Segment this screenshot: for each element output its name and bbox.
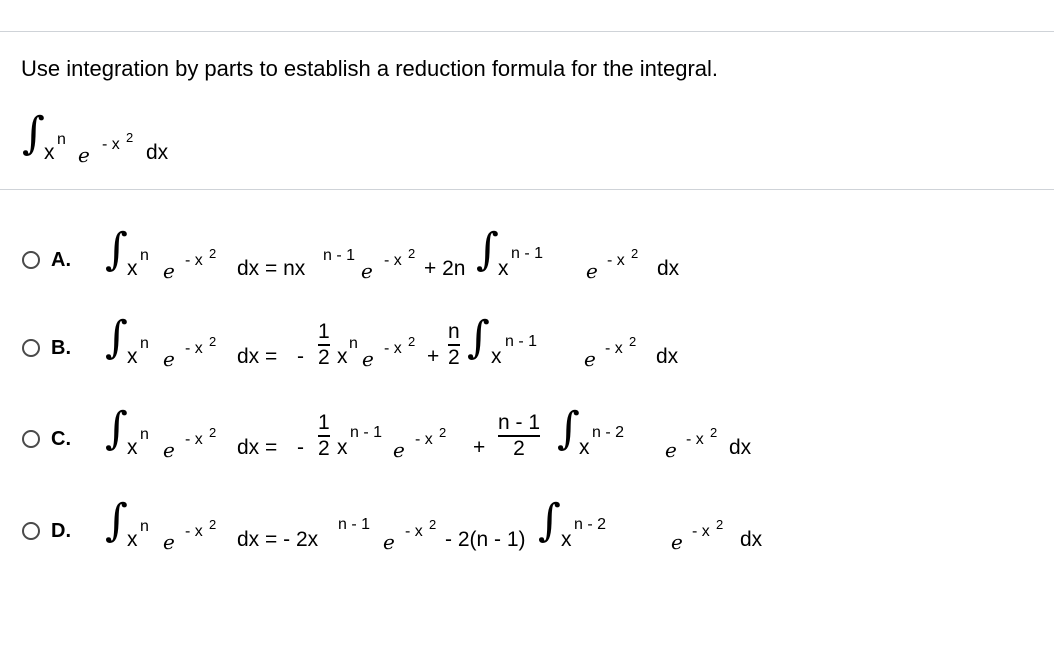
option-b-formula: ∫ x n e - x 2 dx = - 1 2 x n e - x 2 + n 2 ∫ x n - 1 e - x 2 dx bbox=[105, 312, 679, 371]
option-c-letter[interactable]: C. bbox=[51, 428, 71, 450]
option-c-radio[interactable] bbox=[22, 430, 40, 448]
integral-sign: ∫ bbox=[467, 312, 490, 363]
option-a-letter[interactable]: A. bbox=[51, 249, 71, 271]
option-b-radio[interactable] bbox=[22, 339, 40, 357]
option-d-letter[interactable]: D. bbox=[51, 520, 71, 542]
integral-sign: ∫ bbox=[22, 108, 45, 159]
option-a-formula: ∫ x n e - x 2 dx = nx n - 1 e - x 2 + 2n ∫ x n - 1 e - x 2 dx bbox=[105, 224, 680, 283]
option-b-letter[interactable]: B. bbox=[51, 337, 71, 359]
integral-sign: ∫ bbox=[476, 224, 499, 275]
integral-sign: ∫ bbox=[105, 403, 128, 454]
option-a-radio[interactable] bbox=[22, 251, 40, 269]
integral-sign: ∫ bbox=[557, 403, 580, 454]
integral-sign: ∫ bbox=[105, 312, 128, 363]
top-divider bbox=[0, 31, 1054, 32]
option-c-formula: ∫ x n e - x 2 dx = - 1 2 x n - 1 e - x 2 + n - 1 2 ∫ x n - 2 e - x 2 dx bbox=[105, 403, 752, 462]
integral-sign: ∫ bbox=[538, 495, 561, 546]
middle-divider bbox=[0, 189, 1054, 190]
question-prompt: Use integration by parts to establish a reduction formula for the integral. bbox=[21, 56, 719, 81]
fraction-one-half: 1 2 bbox=[318, 411, 330, 460]
fraction-n-minus-1-half: n - 1 2 bbox=[498, 411, 541, 460]
fraction-n-half: n 2 bbox=[448, 320, 460, 369]
question-integral: ∫ x n e - x 2 dx bbox=[22, 108, 169, 167]
option-d-radio[interactable] bbox=[22, 522, 40, 540]
option-d-formula: ∫ x n e - x 2 dx = - 2x n - 1 e - x 2 - 2(n - 1) ∫ x n - 2 e - x 2 dx bbox=[105, 495, 763, 554]
fraction-one-half: 1 2 bbox=[318, 320, 330, 369]
integral-sign: ∫ bbox=[105, 224, 128, 275]
integral-sign: ∫ bbox=[105, 495, 128, 546]
